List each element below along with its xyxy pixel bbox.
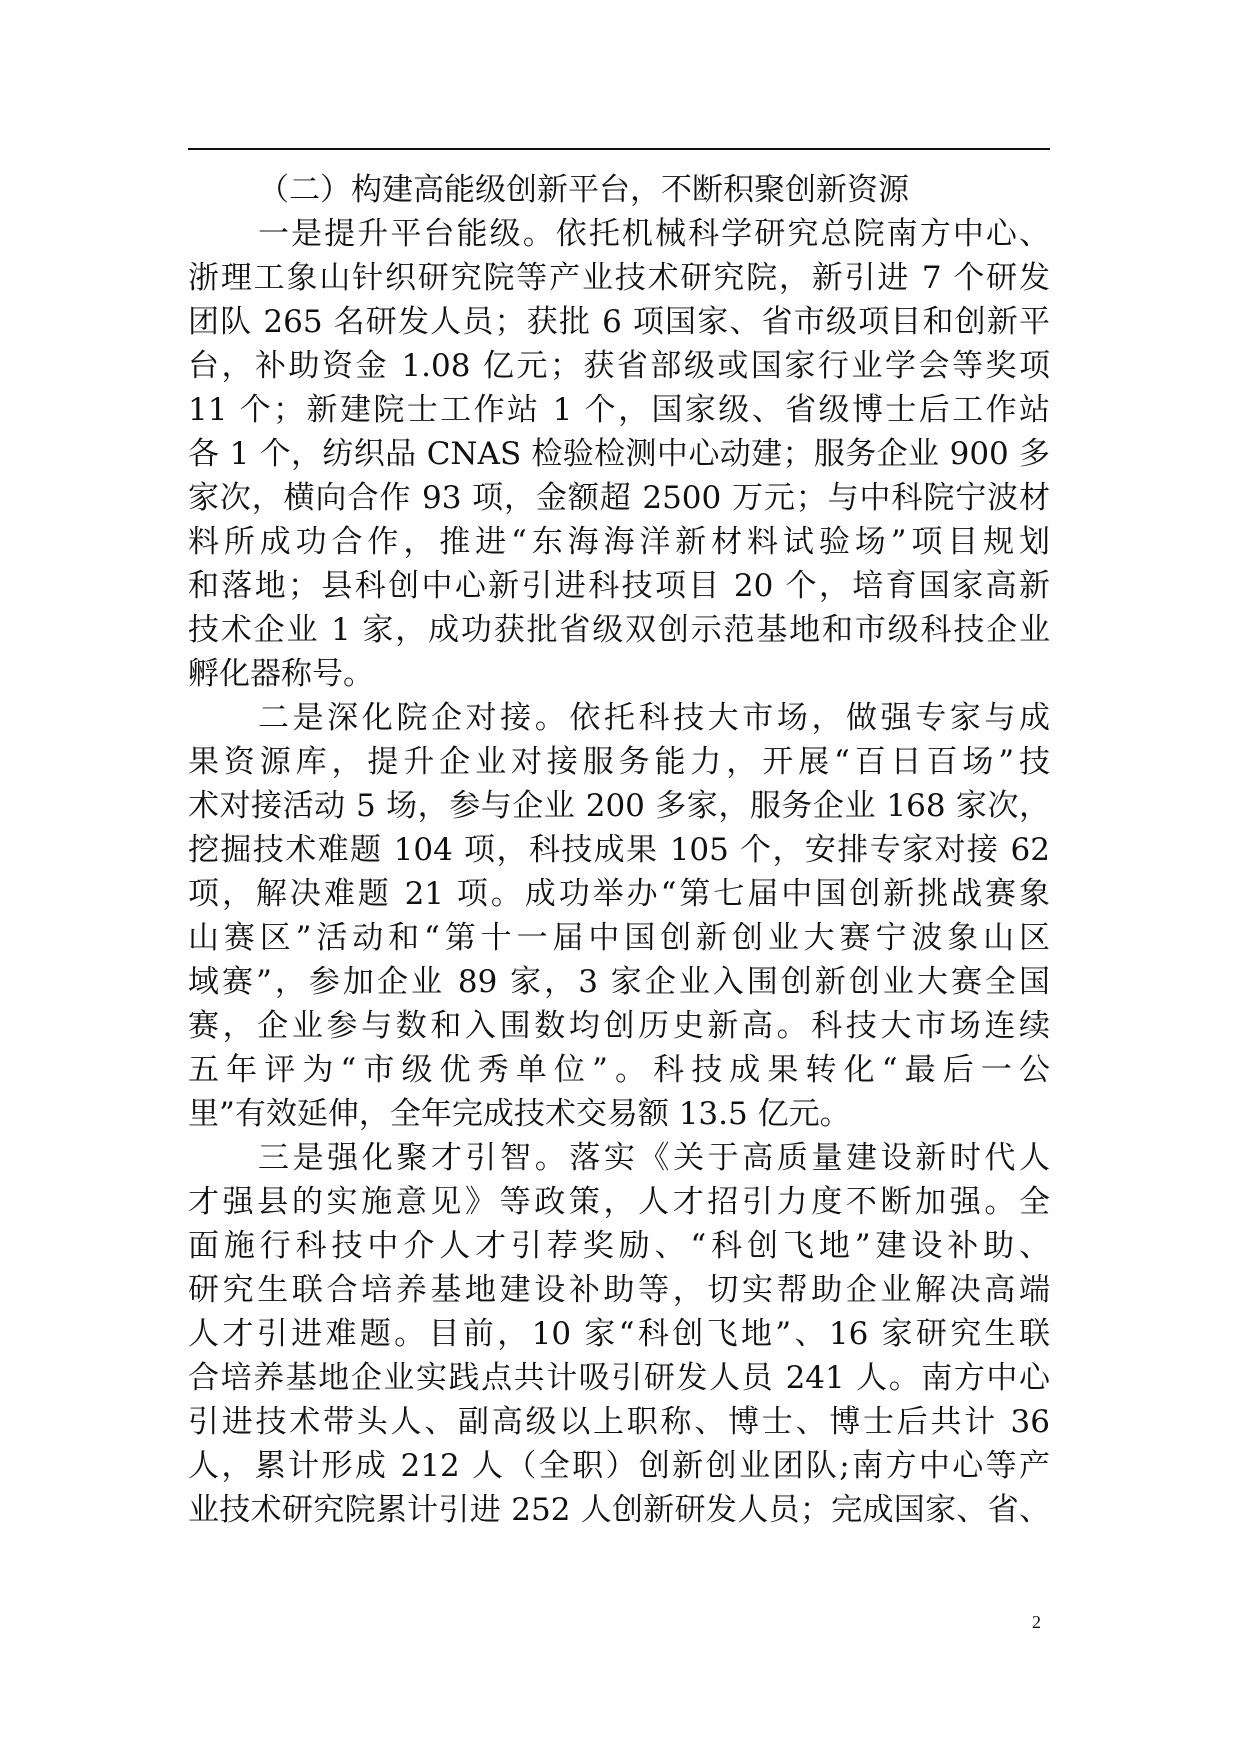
paragraph-line: 三是强化聚才引智。落实《关于高质量建设新时代人 bbox=[258, 1140, 1050, 1176]
paragraph-line: 山赛区”活动和“第十一届中国创新创业大赛宁波象山区 bbox=[188, 920, 1050, 956]
paragraph-line: 技术企业 1 家，成功获批省级双创示范基地和市级科技企业 bbox=[188, 612, 1050, 648]
paragraph-cooperation bbox=[188, 696, 1050, 1136]
paragraph-line: 业技术研究院累计引进 252 人创新研发人员；完成国家、省、 bbox=[188, 1492, 1050, 1528]
header-rule bbox=[188, 148, 1050, 150]
paragraph-line: 研究生联合培养基地建设补助等，切实帮助企业解决高端 bbox=[188, 1272, 1050, 1308]
paragraph-line: 挖掘技术难题 104 项，科技成果 105 个，安排专家对接 62 bbox=[188, 832, 1050, 868]
paragraph-line: 家次，横向合作 93 项，金额超 2500 万元；与中科院宁波材 bbox=[188, 480, 1050, 516]
paragraph-line: 果资源库，提升企业对接服务能力，开展“百日百场”技 bbox=[188, 744, 1050, 780]
paragraph-line: 一是提升平台能级。依托机械科学研究总院南方中心、 bbox=[258, 216, 1050, 252]
section-heading: （二）构建高能级创新平台，不断积聚创新资源 bbox=[258, 172, 909, 208]
paragraph-line: 人，累计形成 212 人（全职）创新创业团队;南方中心等产 bbox=[188, 1448, 1050, 1484]
paragraph-line: 术对接活动 5 场，参与企业 200 多家，服务企业 168 家次， bbox=[188, 788, 1050, 824]
paragraph-line: 人才引进难题。目前，10 家“科创飞地”、16 家研究生联 bbox=[188, 1316, 1050, 1352]
paragraph-line: 才强县的实施意见》等政策，人才招引力度不断加强。全 bbox=[188, 1184, 1050, 1220]
paragraph-line: 和落地；县科创中心新引进科技项目 20 个，培育国家高新 bbox=[188, 568, 1050, 604]
paragraph-line: 各 1 个，纺织品 CNAS 检验检测中心动建；服务企业 900 多 bbox=[188, 436, 1050, 472]
paragraph-line: 合培养基地企业实践点共计吸引研发人员 241 人。南方中心 bbox=[188, 1360, 1050, 1396]
paragraph-line: 面施行科技中介人才引荐奖励、“科创飞地”建设补助、 bbox=[188, 1228, 1050, 1264]
paragraph-line: 二是深化院企对接。依托科技大市场，做强专家与成 bbox=[258, 700, 1050, 736]
paragraph-line: 11 个；新建院士工作站 1 个，国家级、省级博士后工作站 bbox=[188, 392, 1050, 428]
paragraph-line: 五年评为“市级优秀单位”。科技成果转化“最后一公 bbox=[188, 1052, 1050, 1088]
paragraph-line: 团队 265 名研发人员；获批 6 项国家、省市级项目和创新平 bbox=[188, 304, 1050, 340]
paragraph-talent bbox=[188, 1136, 1050, 1532]
paragraph-line: 域赛”，参加企业 89 家，3 家企业入围创新创业大赛全国 bbox=[188, 964, 1050, 1000]
paragraph-line: 项，解决难题 21 项。成功举办“第七届中国创新挑战赛象 bbox=[188, 876, 1050, 912]
page-number: 2 bbox=[1032, 1612, 1041, 1632]
document-body bbox=[188, 168, 1050, 1532]
paragraph-line: 里”有效延伸，全年完成技术交易额 13.5 亿元。 bbox=[188, 1096, 851, 1132]
paragraph-line: 台，补助资金 1.08 亿元；获省部级或国家行业学会等奖项 bbox=[188, 348, 1050, 384]
paragraph-platform bbox=[188, 212, 1050, 696]
paragraph-line: 孵化器称号。 bbox=[188, 656, 374, 692]
paragraph-line: 浙理工象山针织研究院等产业技术研究院，新引进 7 个研发 bbox=[188, 260, 1050, 296]
paragraph-line: 料所成功合作，推进“东海海洋新材料试验场”项目规划 bbox=[188, 524, 1050, 560]
paragraph-line: 引进技术带头人、副高级以上职称、博士、博士后共计 36 bbox=[188, 1404, 1050, 1440]
paragraph-line: 赛，企业参与数和入围数均创历史新高。科技大市场连续 bbox=[188, 1008, 1050, 1044]
